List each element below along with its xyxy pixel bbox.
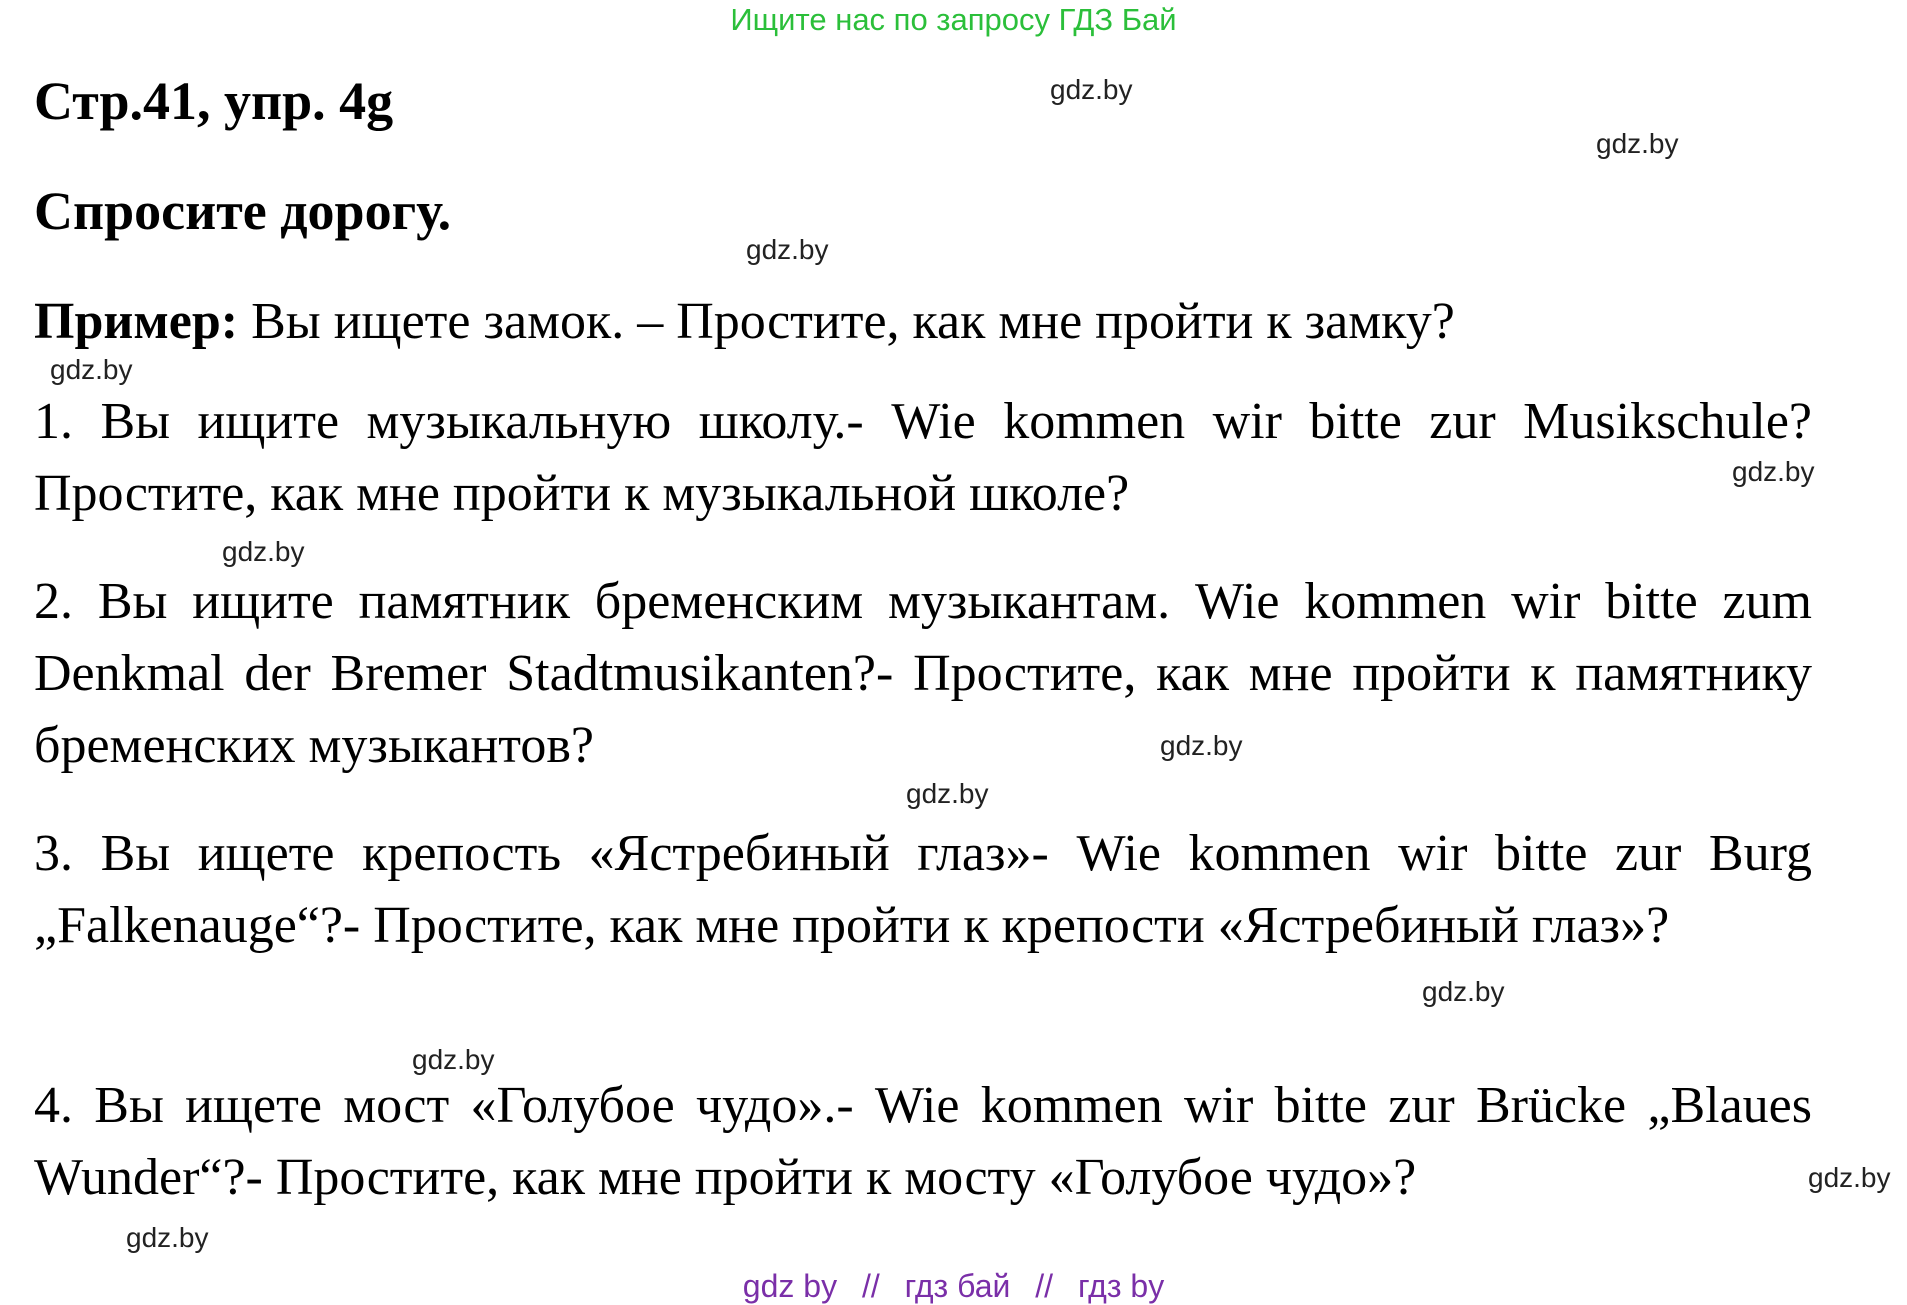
page-title: Стр.41, упр. 4g <box>34 71 394 131</box>
watermark: gdz.by <box>1732 456 1815 487</box>
watermark: gdz.by <box>412 1044 495 1075</box>
watermark: gdz.by <box>222 536 305 567</box>
watermark: gdz.by <box>1422 976 1505 1007</box>
exercise-item-3: 3. Вы ищете крепость «Ястребиный глаз»- Wie kommen wir bitte zur Burg „Falkenauge“?- Простите, как мне пройти к крепости «Ястребиный глаз»? <box>34 825 1812 954</box>
footer-separator: // <box>1035 1268 1054 1304</box>
task-instruction: Спросите дорогу. <box>34 181 452 241</box>
watermark: gdz.by <box>1808 1162 1891 1193</box>
watermark: gdz.by <box>906 778 989 809</box>
exercise-item-2: 2. Вы ищите памятник бременским музыкантам. Wie kommen wir bitte zum Denkmal der Bremer Stadtmusikanten?- Простите, как мне пройти к памятнику бременских музыкантов? <box>34 573 1812 774</box>
footer-link-gdz-by[interactable]: gdz by <box>742 1268 838 1304</box>
exercise-item-1: 1. Вы ищите музыкальную школу.- Wie kommen wir bitte zur Musikschule? Простите, как мне пройти к музыкальной школе? <box>34 393 1812 522</box>
footer-links <box>0 1268 1907 1305</box>
watermark: gdz.by <box>746 234 829 265</box>
watermark: gdz.by <box>50 354 133 385</box>
watermark: gdz.by <box>1050 74 1133 105</box>
exercise-item-4: 4. Вы ищете мост «Голубое чудо».- Wie kommen wir bitte zur Brücke „Blaues Wunder“?- Простите, как мне пройти к мосту «Голубое чудо»? <box>34 1077 1812 1206</box>
example-paragraph <box>34 286 1812 358</box>
watermark: gdz.by <box>1160 730 1243 761</box>
example-label: Пример: <box>34 293 239 350</box>
watermark: gdz.by <box>1596 128 1679 159</box>
example-text: Вы ищете замок. – Простите, как мне пройти к замку? <box>238 293 1455 350</box>
watermark: gdz.by <box>126 1222 209 1253</box>
search-hint-banner: Ищите нас по запросу ГДЗ Бай <box>730 2 1177 37</box>
footer-link-gdz-bai[interactable]: гдз бай <box>904 1268 1011 1304</box>
footer-separator: // <box>861 1268 880 1304</box>
footer-link-gdz-by-cyr[interactable]: гдз by <box>1077 1268 1165 1304</box>
